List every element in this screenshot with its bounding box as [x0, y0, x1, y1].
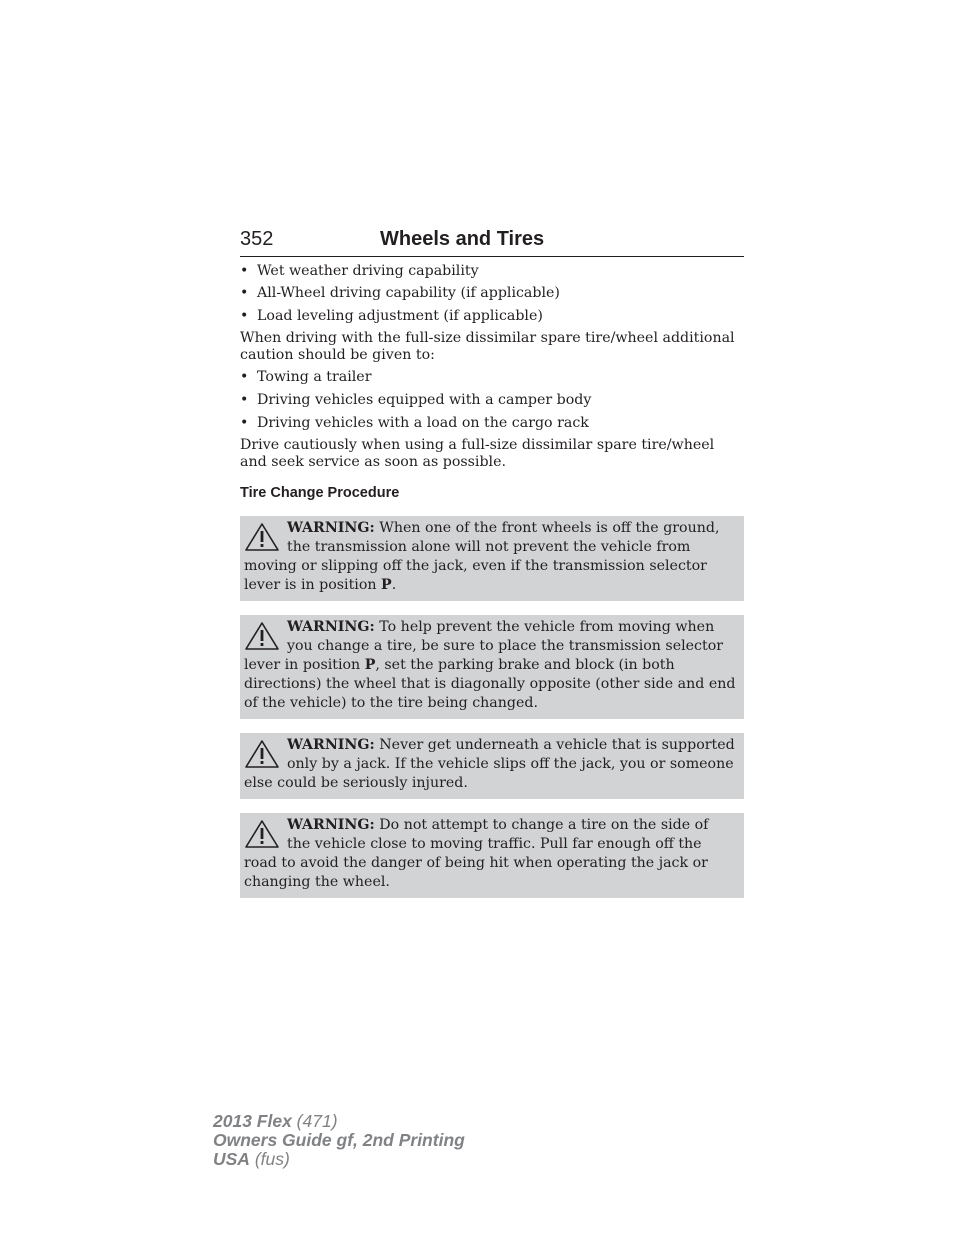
- warning-box: [240, 733, 744, 799]
- warning-box: [240, 615, 744, 719]
- warning-text: WARNING: When one of the front wheels is off the ground, the transmission alone will not prevent the vehicle from moving or slipping off the jack, even if the transmission selector lever is in position P.: [244, 519, 720, 593]
- list-item: • Wet weather driving capability: [240, 262, 479, 279]
- warning-triangle-icon: [244, 819, 280, 849]
- document-footer: [213, 1112, 465, 1169]
- bullet: •: [240, 307, 249, 324]
- warning-triangle-icon: [244, 621, 280, 651]
- footer-line: USA (fus): [213, 1149, 290, 1169]
- list-item: • Load leveling adjustment (if applicable): [240, 307, 543, 324]
- section-title: Wheels and Tires: [380, 228, 545, 250]
- list-item: • Driving vehicles with a load on the cargo rack: [240, 414, 589, 431]
- list-item: • Driving vehicles equipped with a camper body: [240, 391, 592, 408]
- warning-text: WARNING: Never get underneath a vehicle that is supported only by a jack. If the vehicle slips off the jack, you or someone else could be seriously injured.: [244, 736, 735, 791]
- footer-line: 2013 Flex (471): [213, 1111, 338, 1131]
- warning-label: WARNING:: [287, 816, 375, 833]
- drive-cautiously-paragraph: Drive cautiously when using a full-size dissimilar spare tire/wheel and seek service as soon as possible.: [240, 436, 715, 470]
- footer-line: Owners Guide gf, 2nd Printing: [213, 1130, 465, 1150]
- list-item: • Towing a trailer: [240, 369, 372, 386]
- warning-label: WARNING:: [287, 519, 375, 536]
- bullet: •: [240, 369, 249, 386]
- page-number: 352: [240, 228, 274, 250]
- subheading: Tire Change Procedure: [240, 484, 400, 501]
- warning-box: [240, 813, 744, 898]
- warning-box: [240, 516, 744, 601]
- list-item: • All-Wheel driving capability (if applicable): [240, 285, 560, 302]
- caution-intro-paragraph: When driving with the full-size dissimilar spare tire/wheel additional caution should be given to:: [240, 329, 735, 363]
- page-content: [240, 228, 744, 898]
- warning-text: WARNING: Do not attempt to change a tire on the side of the vehicle close to moving traffic. Pull far enough off the road to avoid the danger of being hit when operating the jack or changing the wheel.: [244, 816, 709, 890]
- caution-list: [240, 369, 744, 431]
- bullet: •: [240, 285, 249, 302]
- warning-label: WARNING:: [287, 618, 375, 635]
- page-header: [240, 228, 744, 257]
- bullet: •: [240, 414, 249, 431]
- feature-list: [240, 263, 744, 325]
- warning-text: WARNING: To help prevent the vehicle from moving when you change a tire, be sure to place the transmission selector lever in position P, set the parking brake and block (in both directions) the wheel that is diagonally opposite (other side and end of the vehicle) to the tire being changed.: [244, 618, 736, 711]
- bullet: •: [240, 262, 249, 279]
- warning-triangle-icon: [244, 739, 280, 769]
- warning-label: WARNING:: [287, 736, 375, 753]
- bullet: •: [240, 391, 249, 408]
- warning-triangle-icon: [244, 522, 280, 552]
